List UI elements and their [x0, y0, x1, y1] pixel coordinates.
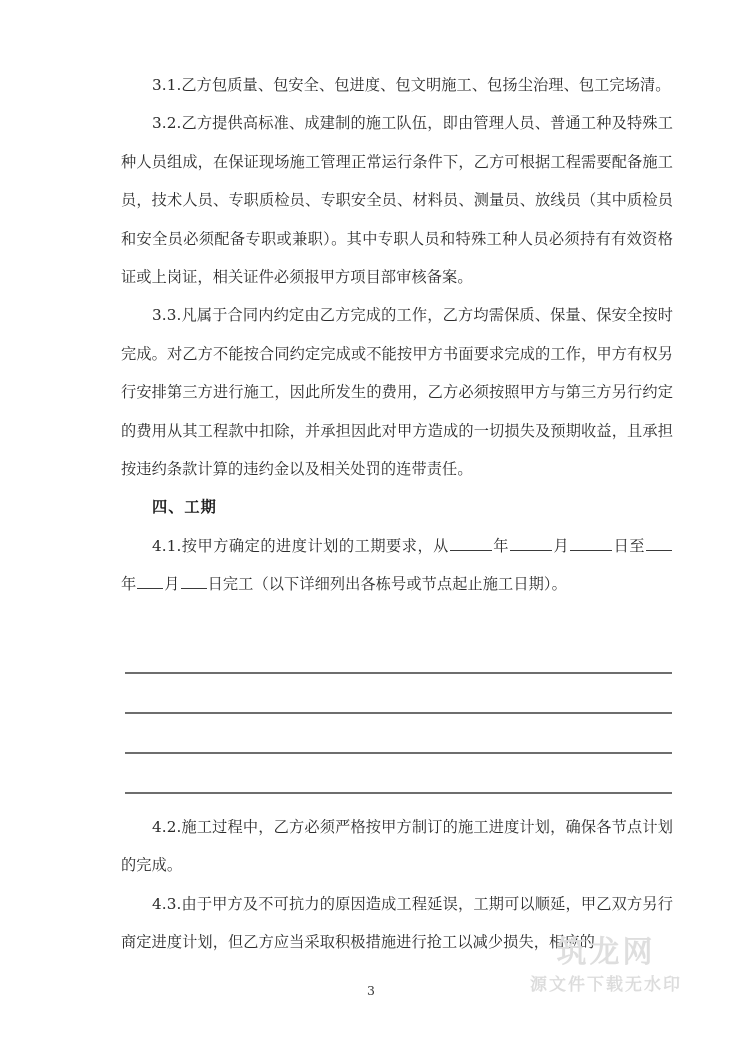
clause-4-1-segment-4: 日至: [613, 536, 645, 555]
paragraph-3-2: 3.2.乙方提供高标准、成建制的施工队伍，即由管理人员、普通工种及特殊工种人员组成，在保证现场施工管理正常运行条件下，乙方可根据工程需要配备施工员，技术人员、专职质检员、专职安全员、材料员、测量员、放线员（其中质检员和安全员必须配备专职或兼职）。其中专职人员和特殊工种人员必须持有有效资格证或上岗证，相关证件必须报甲方项目部审核备案。: [121, 114, 673, 287]
document-text-column: [121, 66, 673, 604]
clause-4-1-segment-6: 月: [164, 575, 180, 594]
watermark-subtitle-text: 源文件下载无水印: [530, 975, 682, 995]
clause-4-1-segment-3: 月: [553, 536, 570, 555]
clause-4-1-segment-2: 年: [492, 536, 510, 555]
paragraph-4-2: 4.2.施工过程中，乙方必须严格按甲方制订的施工进度计划，确保各节点计划的完成。: [121, 818, 673, 875]
ruled-line-3[interactable]: [125, 752, 672, 754]
section-heading-4: 四、工期: [152, 498, 217, 517]
clause-4-1-segment-1: 4.1.按甲方确定的进度计划的工期要求，从: [152, 536, 449, 555]
clause-4-1: [121, 527, 673, 604]
ruled-line-2[interactable]: [125, 712, 672, 714]
page-number: 3: [367, 983, 375, 998]
blank-end-year[interactable]: [646, 533, 672, 551]
ruled-line-1[interactable]: [125, 672, 672, 674]
blank-start-year[interactable]: [450, 533, 492, 551]
paragraph-3-1: 3.1.乙方包质量、包安全、包进度、包文明施工、包扬尘治理、包工完场清。: [152, 76, 671, 94]
paragraph-4-3: 4.3.由于甲方及不可抗力的原因造成工程延误，工期可以顺延，甲乙双方另行商定进度计划，但乙方应当采取积极措施进行抢工以减少损失，相应的: [121, 894, 673, 952]
ruled-line-4[interactable]: [125, 792, 672, 794]
clause-4-1-segment-7: 日完工（以下详细列出各栋号或节点起止施工日期）。: [207, 575, 567, 594]
blank-write-in-lines: [125, 672, 672, 794]
blank-end-month[interactable]: [137, 571, 163, 589]
blank-end-day[interactable]: [181, 571, 207, 589]
watermark-logo-text: 筑龙网: [556, 935, 656, 970]
paragraph-3-3: 3.3.凡属于合同内约定由乙方完成的工作，乙方均需保质、保量、保安全按时完成。对乙方不能按合同约定完成或不能按甲方书面要求完成的工作，甲方有权另行安排第三方进行施工，因此所发生的费用，乙方必须按照甲方与第三方另行约定的费用从其工程款中扣除，并承担因此对甲方造成的一切损失及预期收益，且承担按违约条款计算的违约金以及相关处罚的连带责任。: [121, 306, 673, 479]
clause-4-1-segment-5: 年: [121, 575, 137, 594]
blank-start-month[interactable]: [510, 533, 552, 551]
document-text-column-lower: [121, 808, 673, 962]
blank-start-day[interactable]: [570, 533, 612, 551]
